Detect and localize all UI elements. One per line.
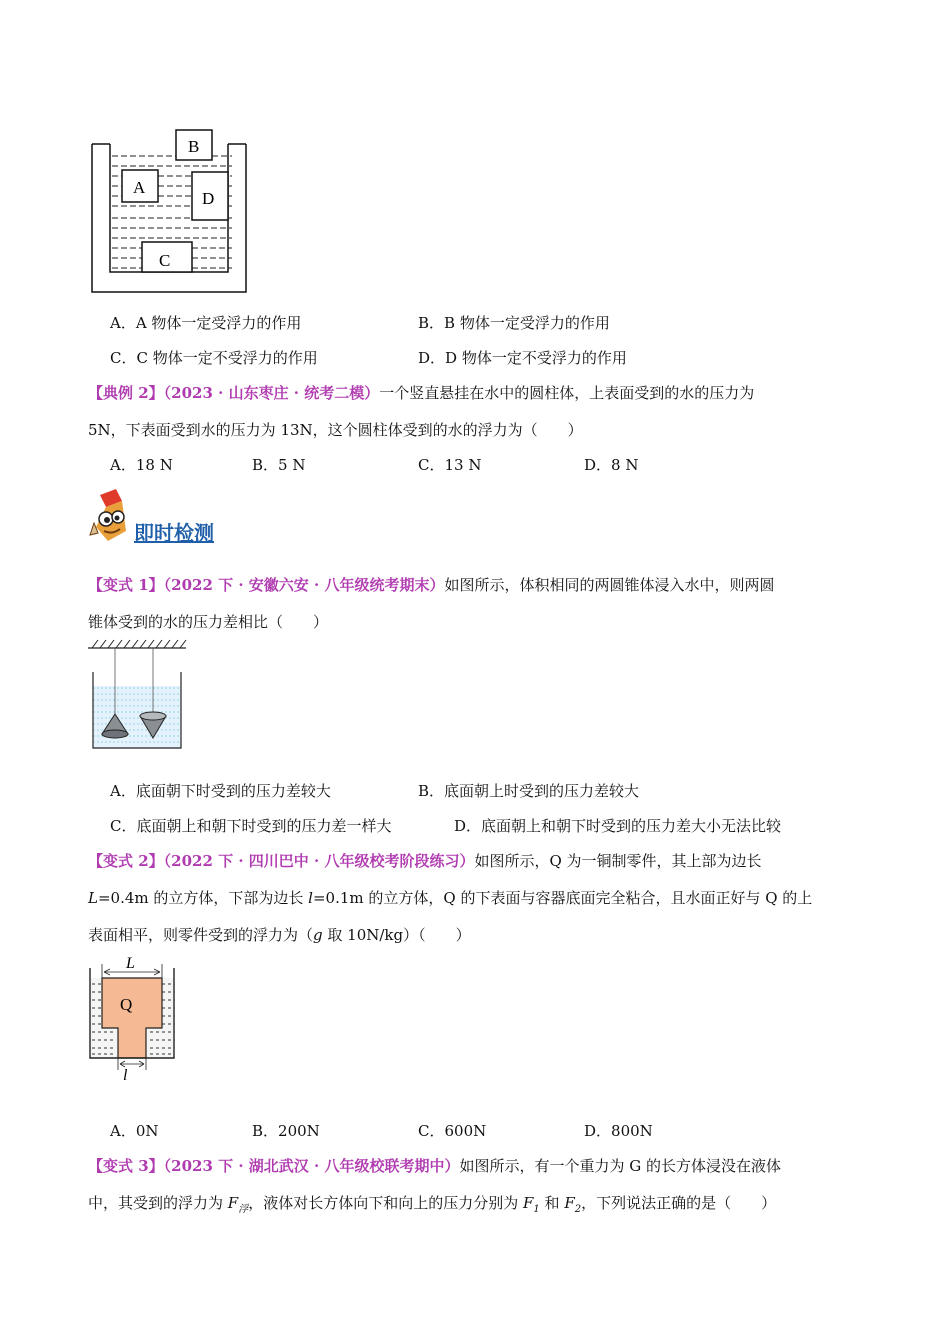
variant2-option-c[interactable]: C．600N: [418, 1122, 487, 1140]
variant1-text1: 如图所示，体积相同的两圆锥体浸入水中，则两圆: [444, 576, 775, 594]
figure-q-part: [86, 954, 178, 1082]
figure1-label-d: D: [202, 189, 215, 208]
variant2-text3c: 取 10N/kg）（ ）: [322, 926, 471, 944]
variant3-stem-line1: [88, 1156, 781, 1176]
var-F1: F: [522, 1194, 534, 1212]
example2-option-b[interactable]: B．5 N: [252, 456, 306, 474]
example2-tag: 【典例 2】: [88, 384, 164, 402]
figure-cones-in-water: [86, 638, 188, 754]
q1-option-d[interactable]: D．D 物体一定不受浮力的作用: [418, 349, 627, 367]
variant2-stem-line1: [88, 851, 762, 871]
variant3-text2d: ，液体对长方体向下和向上的压力分别为: [248, 1194, 523, 1212]
variant1-tag: 【变式 1】: [88, 576, 164, 594]
figure-q-label-Q: Q: [120, 995, 133, 1014]
variant3-text2a: 中，其受到的浮力为: [88, 1194, 228, 1212]
variant1-source: （2022 下 · 安徽六安 · 八年级统考期末）: [163, 576, 445, 594]
variant2-option-a[interactable]: A．0N: [110, 1122, 159, 1140]
variant3-tag: 【变式 3】: [88, 1157, 164, 1175]
variant3-text2g: 和: [539, 1194, 565, 1212]
var-l: l: [308, 889, 313, 907]
variant3-stem-line2: [88, 1193, 776, 1220]
example2-stem-line1: [88, 383, 754, 403]
variant2-text2b: =0.4m 的立方体，下部为边长: [97, 889, 309, 907]
variant1-stem-line1: [88, 575, 775, 595]
variant2-text2d: =0.1m 的立方体，Q 的下表面与容器底面完全粘合，且水面正好与 Q 的上: [312, 889, 813, 907]
sub-2: 2: [574, 1204, 582, 1215]
var-F2: F: [564, 1194, 575, 1212]
variant1-option-d[interactable]: D．底面朝上和朝下时受到的压力差大小无法比较: [454, 817, 782, 835]
figure1-label-a: A: [133, 178, 146, 197]
var-F-buoy: F: [227, 1194, 239, 1212]
example2-option-d[interactable]: D．8 N: [584, 456, 639, 474]
var-g: g: [313, 926, 323, 944]
variant3-source: （2023 下 · 湖北武汉 · 八年级校联考期中）: [163, 1157, 460, 1175]
example2-option-a[interactable]: A．18 N: [110, 456, 173, 474]
variant2-text1: 如图所示，Q 为一铜制零件，其上部为边长: [474, 852, 762, 870]
figure-container-abcd: [88, 126, 250, 294]
figure-q-label-l: l: [123, 1067, 128, 1082]
example2-option-c[interactable]: C．13 N: [418, 456, 482, 474]
var-L: L: [88, 889, 98, 907]
variant1-option-a[interactable]: A．底面朝下时受到的压力差较大: [110, 782, 331, 800]
variant2-option-d[interactable]: D．800N: [584, 1122, 653, 1140]
variant2-source: （2022 下 · 四川巴中 · 八年级校考阶段练习）: [163, 852, 475, 870]
figure1-label-b: B: [188, 137, 200, 156]
variant1-option-c[interactable]: C．底面朝上和朝下时受到的压力差一样大: [110, 817, 392, 835]
example2-source: （2023 · 山东枣庄 · 统考二模）: [163, 384, 380, 402]
variant3-text1: 如图所示，有一个重力为 G 的长方体浸没在液体: [459, 1157, 782, 1175]
sub-1: 1: [533, 1204, 540, 1215]
variant2-text3a: 表面相平，则零件受到的浮力为（: [88, 926, 314, 944]
figure1-label-c: C: [159, 251, 171, 270]
section-title: 即时检测: [134, 521, 214, 545]
variant1-stem-line2: 锥体受到的水的压力差相比（ ）: [88, 613, 329, 631]
q1-option-a[interactable]: A．A 物体一定受浮力的作用: [110, 314, 302, 332]
variant3-text2j: ，下列说法正确的是（ ）: [581, 1194, 777, 1212]
pencil-mascot-icon: [86, 487, 132, 543]
example2-text1: 一个竖直悬挂在水中的圆柱体，上表面受到的水的压力为: [379, 384, 755, 402]
q1-option-c[interactable]: C．C 物体一定不受浮力的作用: [110, 349, 318, 367]
variant2-stem-line3: [88, 925, 471, 945]
variant2-option-b[interactable]: B．200N: [252, 1122, 320, 1140]
example2-stem-line2: 5N，下表面受到水的压力为 13N，这个圆柱体受到的水的浮力为（ ）: [88, 421, 583, 439]
variant1-option-b[interactable]: B．底面朝上时受到的压力差较大: [418, 782, 640, 800]
variant2-tag: 【变式 2】: [88, 852, 164, 870]
q1-option-b[interactable]: B．B 物体一定受浮力的作用: [418, 314, 610, 332]
figure-q-label-L: L: [126, 955, 135, 972]
sub-buoy: 浮: [238, 1204, 249, 1215]
variant2-stem-line2: [88, 888, 812, 908]
